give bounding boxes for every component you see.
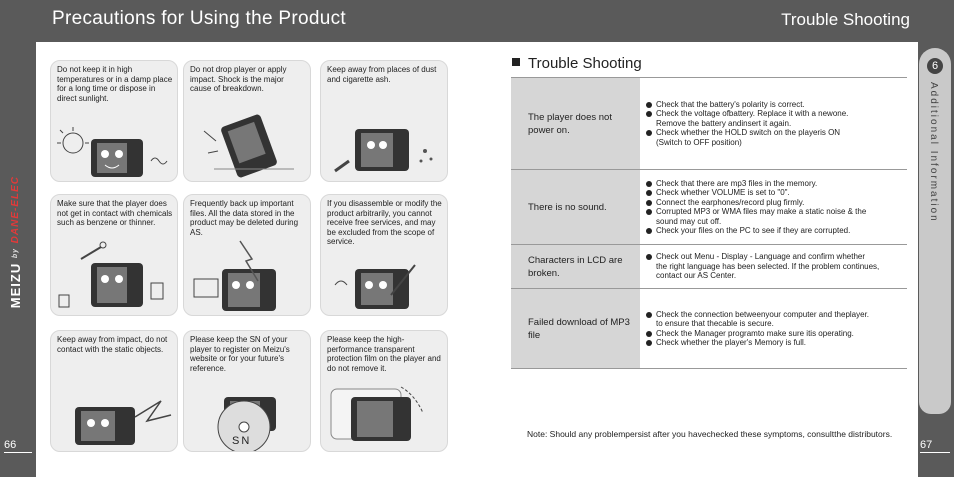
trouble-shooting-header: Trouble Shooting xyxy=(781,10,910,29)
bullet-icon xyxy=(646,200,652,206)
precaution-text: Make sure that the player does not get in contact with chemicals such as benzene or thinner. xyxy=(57,199,173,227)
bullet-icon xyxy=(646,190,652,196)
symptom-cell: There is no sound. xyxy=(511,170,640,245)
precaution-text: Keep away from places of dust and cigarette ash. xyxy=(327,65,437,84)
precaution-text: Do not drop player or apply impact. Shock is the major cause of breakdown. xyxy=(190,65,287,93)
symptom-cell: The player does not power on. xyxy=(511,78,640,170)
precaution-text: Please keep the SN of your player to register on Meizu's website or for your future's reference. xyxy=(190,335,290,373)
precaution-card xyxy=(50,330,178,452)
table-row xyxy=(511,245,907,289)
solution-cell: Check the connection betweenyour computer and theplayer. to ensure that thecable is secure. Check the Manager programto make sure itis operating. Check whether the player's Memory is full. xyxy=(640,289,907,369)
precaution-text: Do not keep it in high temperatures or in a damp place for a long time or dispose in direct sunlight. xyxy=(57,65,173,103)
solution-cell: Check out Menu - Display - Language and confirm whether the right language has been selected. If the problem continues, contact our AS Center. xyxy=(640,245,907,289)
precaution-text: Keep away from impact, do not contact with the static objects. xyxy=(57,335,168,354)
chapter-number: 6 xyxy=(927,58,943,74)
bullet-icon xyxy=(646,228,652,234)
precaution-text: Please keep the high-performance transparent protection film on the player and do not remove it. xyxy=(327,335,441,373)
precaution-card xyxy=(50,60,178,182)
chapter-label: Additional Information xyxy=(928,82,939,223)
page-number-right: 67 xyxy=(920,439,950,453)
bullet-icon xyxy=(646,181,652,187)
chapter-tab[interactable] xyxy=(919,48,951,414)
table-row xyxy=(511,170,907,245)
symptom-cell: Characters in LCD are broken. xyxy=(511,245,640,289)
sn-label: SN xyxy=(232,435,252,447)
table-row xyxy=(511,78,907,170)
bullet-icon xyxy=(646,209,652,215)
brand-logo: MEIZU by DANE-ELEC xyxy=(8,176,23,309)
bullet-icon xyxy=(646,254,652,260)
square-bullet-icon xyxy=(512,58,520,66)
precaution-card xyxy=(183,194,311,316)
precautions-title: Precautions for Using the Product xyxy=(52,8,346,29)
header-bar xyxy=(0,0,954,42)
bullet-icon xyxy=(646,111,652,117)
note-text: Note: Should any problempersist after you havechecked these symptoms, consultthe distributors. xyxy=(527,429,893,439)
table-row xyxy=(511,289,907,369)
section-title: Trouble Shooting xyxy=(512,55,642,72)
precaution-card xyxy=(320,194,448,316)
solution-cell: Check that the battery's polarity is correct. Check the voltage ofbattery. Replace it with a newone. Remove the battery andinsert it again. Check whether the HOLD switch on the playeris ON (Switch to OFF position) xyxy=(640,78,907,170)
precaution-card xyxy=(183,60,311,182)
page-number-left: 66 xyxy=(4,439,32,453)
solution-cell: Check that there are mp3 files in the memory. Check whether VOLUME is set to "0". Connect the earphones/record plug firmly. Corrupted MP3 or WMA files may make a static noise & the sound may cut off. Check your files on the PC to see if they are corrupted. xyxy=(640,170,907,245)
bullet-icon xyxy=(646,102,652,108)
bullet-icon xyxy=(646,340,652,346)
precaution-card xyxy=(183,330,311,452)
trouble-table xyxy=(511,77,907,369)
precaution-card xyxy=(320,330,448,452)
precaution-card xyxy=(50,194,178,316)
precaution-card xyxy=(320,60,448,182)
bullet-icon xyxy=(646,130,652,136)
precaution-text: Frequently back up important files. All the data stored in the product may be deleted during AS. xyxy=(190,199,299,237)
bullet-icon xyxy=(646,312,652,318)
symptom-cell: Failed download of MP3 file xyxy=(511,289,640,369)
bullet-icon xyxy=(646,331,652,337)
precaution-text: If you disassemble or modify the product arbitrarily, you cannot receive free services, and may be excluded from the scope of service. xyxy=(327,199,442,246)
